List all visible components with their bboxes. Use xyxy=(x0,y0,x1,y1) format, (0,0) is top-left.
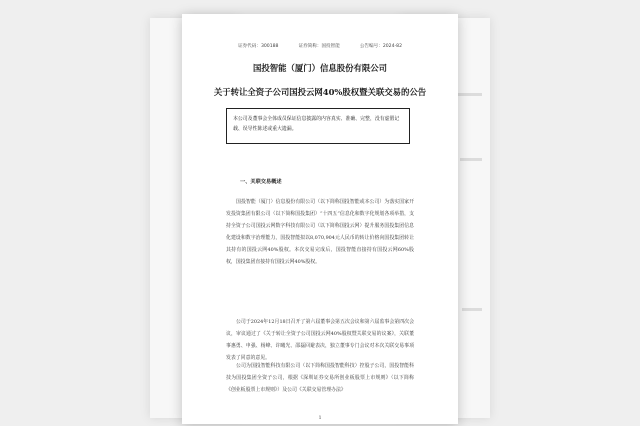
document-page xyxy=(182,14,458,424)
disclaimer-box: 本公司及董事会全体成员保证信息披露的内容真实、准确、完整，没有虚假记载、误导性陈述或重大遗漏。 xyxy=(226,108,410,144)
stock-code: 证券代码：300188 xyxy=(237,44,279,49)
announcement-number: 公告编号：2024-82 xyxy=(359,44,403,49)
paragraph: 公司于2024年12月18日召开了第六届董事会第五次会议和第六届监事会第四次会议，审议通过了《关于转让全资子公司国投云网40%股权暨关联交易的议案》，关联董事惠勇、申强、杨峰、许曦光、邵磊回避表决，独立董事专门会议对本次关联交易事项发表了同意的意见。 xyxy=(226,319,414,361)
ghost-text-line xyxy=(462,308,482,311)
stock-name: 证券简称：国投智能 xyxy=(298,44,340,49)
paragraph: 国投智能（厦门）信息股份有限公司（以下简称国投智能或本公司）为落实国家开发投资集团有限公司（以下简称国投集团）“十四五”信息化和数字化规划各项举措，支持全资子公司国投云网数字科技有限公司（以下简称国投云网）提升服务国投集团信息化建设和数字治理能力，国投智能拟以8,070,904元人民币的转让价格向国投集团转让其持有的国投云网40%股权。本次交易完成后，国投智能直接持有国投云网60%股权，国投集团直接持有国投云网40%股权。 xyxy=(226,199,414,265)
paragraph: 公司为国投智能科技有限公司（以下简称国投智能科技）控股子公司，国投智能科技为国投集团全资子公司，根据《深圳证券交易所创业板股票上市规则》（以下简称《创业板股票上市规则》）及公司《关联交易管理办法》 xyxy=(226,363,414,393)
section-heading: 一、关联交易概述 xyxy=(240,179,282,185)
announcement-title: 关于转让全资子公司国投云网40%股权暨关联交易的公告 xyxy=(213,87,427,97)
page-number: 1 xyxy=(318,416,322,421)
ghost-text-line xyxy=(460,158,482,161)
document-meta-row xyxy=(182,43,458,49)
ghost-text-line xyxy=(458,93,482,96)
company-name: 国投智能（厦门）信息股份有限公司 xyxy=(253,63,387,73)
